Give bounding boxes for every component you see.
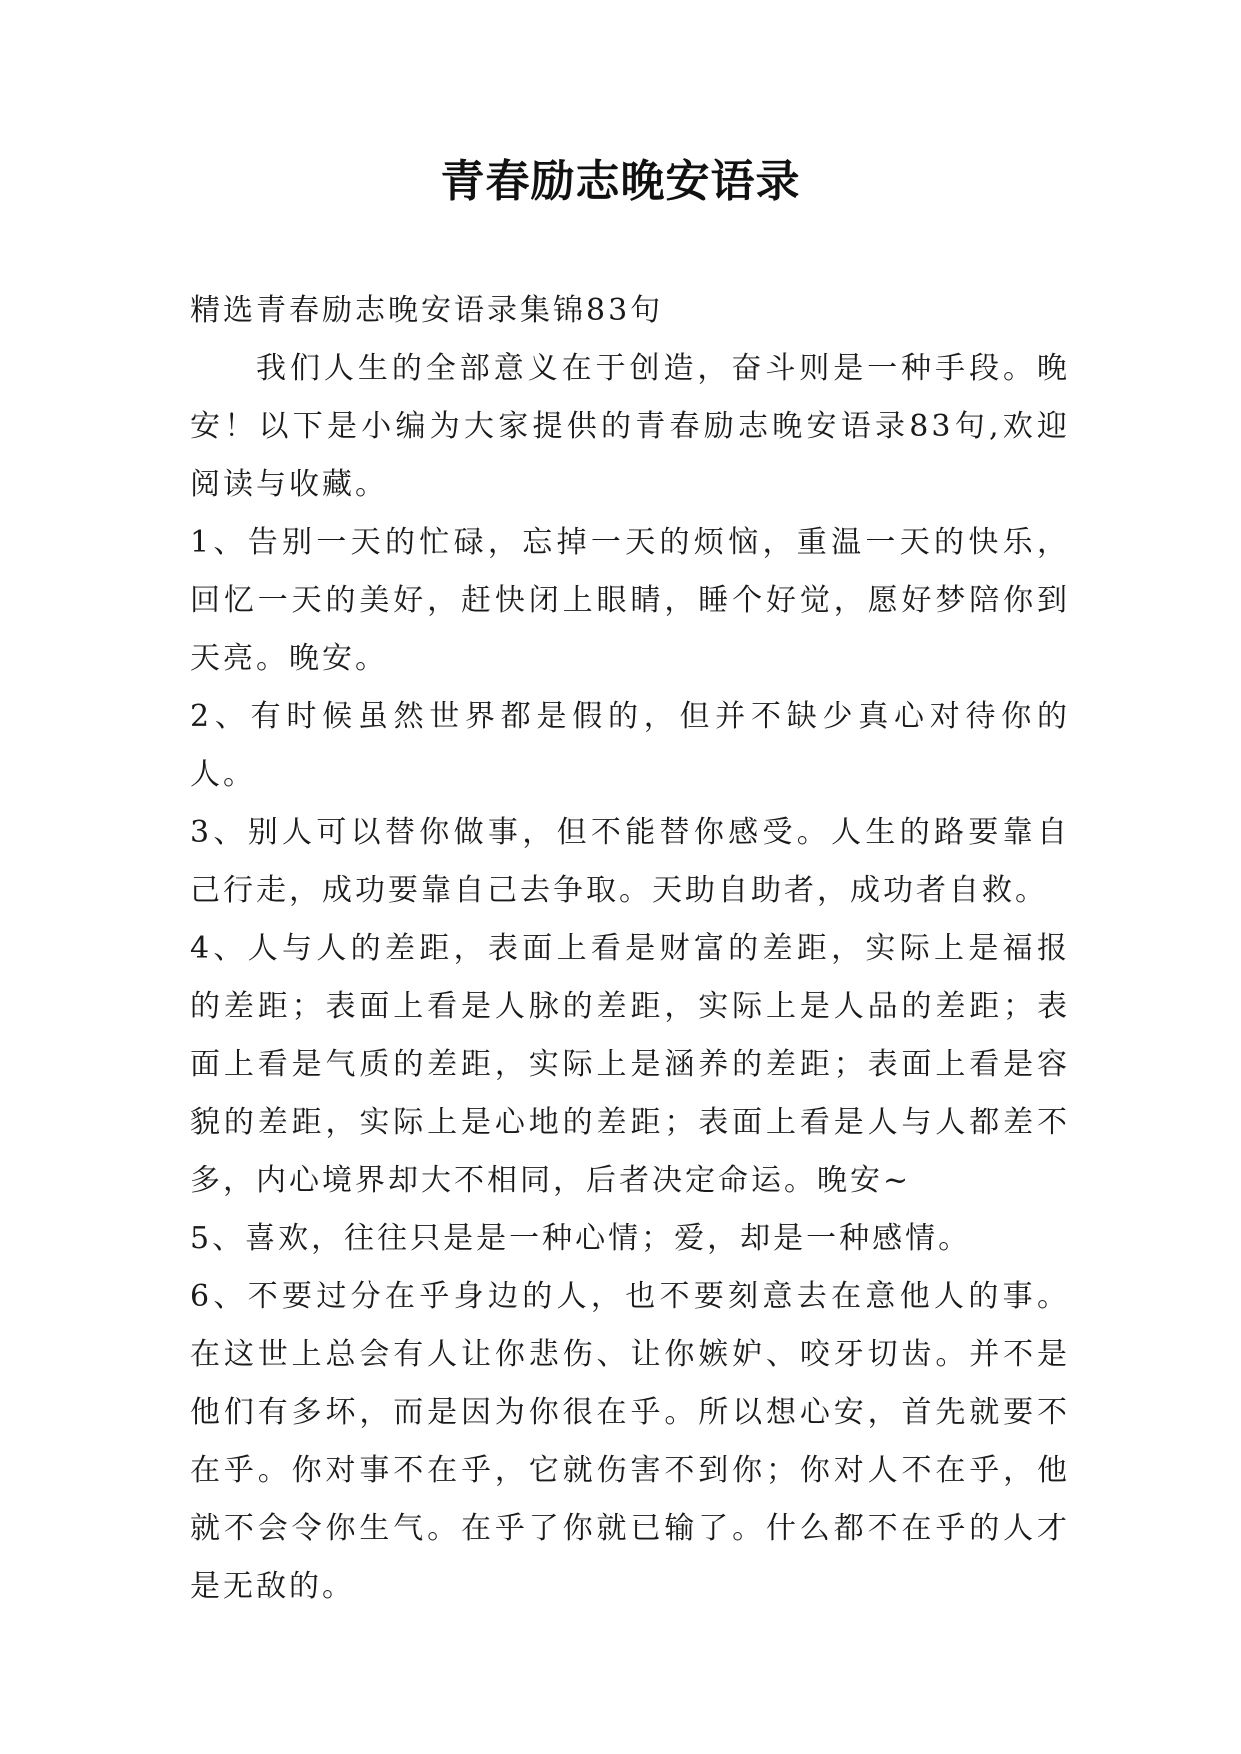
quote-item-2: 2、有时候虽然世界都是假的，但并不缺少真心对待你的人。 [190, 699, 1070, 792]
intro-paragraph: 我们人生的全部意义在于创造，奋斗则是一种手段。晚安！以下是小编为大家提供的青春励志晚安语录83句,欢迎阅读与收藏。 [190, 351, 1070, 502]
document-body [190, 282, 1070, 1616]
quote-item-3: 3、别人可以替你做事，但不能替你感受。人生的路要靠自己行走，成功要靠自己去争取。天助自助者，成功者自救。 [190, 815, 1070, 908]
quote-item-4: 4、人与人的差距，表面上看是财富的差距，实际上是福报的差距；表面上看是人脉的差距，实际上是人品的差距；表面上看是气质的差距，实际上是涵养的差距；表面上看是容貌的差距，实际上是心地的差距；表面上看是人与人都差不多，内心境界却大不相同，后者决定命运。晚安~ [190, 931, 1070, 1198]
document-subtitle: 精选青春励志晚安语录集锦83句 [190, 293, 664, 328]
quote-item-6: 6、不要过分在乎身边的人，也不要刻意去在意他人的事。在这世上总会有人让你悲伤、让你嫉妒、咬牙切齿。并不是他们有多坏，而是因为你很在乎。所以想心安，首先就要不在乎。你对事不在乎，它就伤害不到你；你对人不在乎，他就不会令你生气。在乎了你就已输了。什么都不在乎的人才是无敌的。 [190, 1279, 1070, 1604]
document-title: 青春励志晚安语录 [440, 156, 801, 207]
quote-item-5: 5、喜欢，往往只是是一种心情；爱，却是一种感情。 [190, 1221, 972, 1256]
quote-item-1: 1、告别一天的忙碌，忘掉一天的烦恼，重温一天的快乐，回忆一天的美好，赶快闭上眼睛，睡个好觉，愿好梦陪你到天亮。晚安。 [190, 525, 1070, 676]
